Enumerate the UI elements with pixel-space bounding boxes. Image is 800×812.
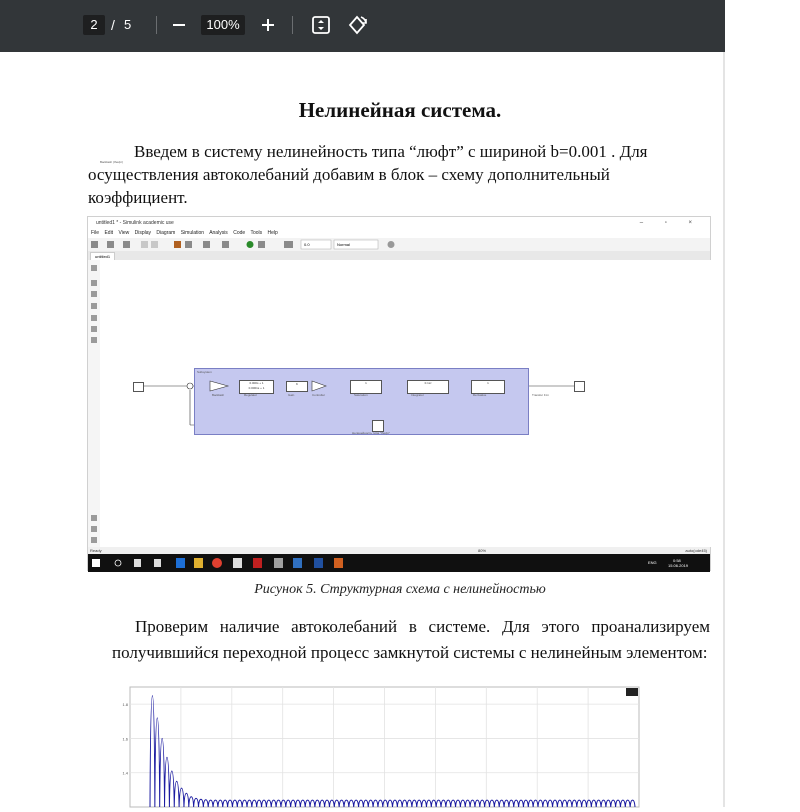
y-tick-label: 1.6: [122, 736, 128, 742]
sim-time-field: 0.0: [304, 242, 310, 247]
block-label: Saturation: [354, 393, 368, 397]
sim-menu-item: Analysis: [209, 230, 228, 236]
block-label: Backlash: [212, 393, 225, 397]
sim-mode-select: Normal: [337, 242, 350, 247]
sim-menu-item: Simulation: [180, 230, 205, 236]
block-label: Integrator: [411, 393, 424, 397]
block-label: Derivative: [473, 393, 487, 397]
sim-menu-item: Code: [233, 230, 246, 236]
sim-palette-icons: [88, 260, 100, 547]
figure-caption: Рисунок 5. Структурная схема с нелинейностью: [254, 582, 546, 597]
taskbar-lang: ENG: [648, 560, 657, 565]
sim-shapes: [100, 260, 712, 547]
page-number-input[interactable]: 2: [83, 15, 105, 35]
sim-tf-block-2: 1: [471, 380, 505, 394]
block-label: Gain: [288, 393, 295, 397]
y-tick-label: 1.4: [122, 770, 128, 776]
zoom-out-button[interactable]: [167, 13, 191, 37]
sim-menu-item: Edit: [104, 230, 114, 236]
rotate-icon: [346, 14, 368, 36]
y-tick-label: 1.8: [122, 702, 128, 708]
minus-icon: [167, 13, 191, 37]
sim-status-ready: Ready: [90, 548, 102, 553]
block-label: Controller: [312, 393, 326, 397]
scrollbar-track[interactable]: [723, 52, 725, 807]
windows-taskbar: [88, 554, 710, 572]
sim-menubar: [88, 229, 713, 238]
total-pages: 5: [124, 17, 132, 32]
backlash-block-text: Backlash (Люфт): [100, 160, 123, 164]
plus-icon: [256, 13, 280, 37]
sim-status-zoom: 80%: [478, 548, 487, 553]
sim-derivative-block: 0.1s²: [407, 380, 449, 394]
sim-statusbar: [88, 547, 710, 554]
sim-menu-item: Diagram: [156, 230, 176, 236]
rotate-button[interactable]: [346, 14, 368, 36]
sim-menu-item: Tools: [250, 230, 263, 236]
plot-ticks: [122, 702, 128, 776]
zoom-input[interactable]: 100%: [201, 15, 245, 35]
sim-toolbar-icons: [88, 238, 712, 251]
sim-menu-item: View: [118, 230, 130, 236]
fit-page-icon: [310, 14, 332, 36]
sim-iconbar: [88, 238, 710, 252]
sim-scope-block: [574, 381, 585, 392]
toolbar-divider: [292, 16, 293, 34]
sim-tab: untitled1: [90, 252, 115, 261]
feedback-label: Нелинейность типа "Люфт": [352, 431, 391, 435]
sim-status-solver: auto(ode45): [685, 548, 707, 553]
sim-menu-item: Display: [134, 230, 152, 236]
tf1-den: 0.0001s + 1: [248, 386, 265, 390]
sim-menu-item: Help: [267, 230, 278, 236]
paragraph-analysis: Проверим наличие автоколебаний в системе. Для этого проанализируем получившийся переходной процесс замкнутой системы с нелинейным элементом:: [112, 617, 710, 662]
zoom-in-button[interactable]: [256, 13, 280, 37]
sim-menu-item: File: [91, 230, 100, 236]
sim-title: untitled1 * - Simulink academic use: [96, 220, 174, 226]
sim-gain-block: K: [286, 381, 308, 392]
plot-svg: [112, 687, 642, 807]
sim-tf-block: [239, 380, 274, 394]
paragraph-intro: Введем в систему нелинейность типа “люфт” с шириной b=0.001 . Для осуществления автоколебаний добавим в блок – схему дополнительный коэффициент.: [88, 142, 648, 207]
taskbar-icons: [88, 554, 712, 572]
sim-tabstrip: [88, 251, 710, 260]
sim-window-controls: – ▫ ×: [639, 220, 702, 226]
block-label: Regulator: [244, 393, 258, 397]
fit-page-button[interactable]: [310, 14, 332, 36]
transient-plot: [112, 687, 642, 807]
fit-plot-icon[interactable]: [626, 688, 638, 696]
toolbar-divider: [156, 16, 157, 34]
pdf-toolbar: [0, 0, 725, 52]
sim-integrator-block: 1: [350, 380, 382, 394]
section-heading: Нелинейная система.: [298, 98, 502, 122]
page-separator: /: [111, 17, 115, 33]
tf1-num: 0.000s + 1: [249, 381, 264, 385]
subsystem-label: Subsystem: [197, 370, 212, 374]
block-label: Transfer Fcn: [532, 393, 549, 397]
taskbar-time: 0:58: [673, 558, 681, 563]
taskbar-date: 15.06.2019: [668, 563, 689, 568]
